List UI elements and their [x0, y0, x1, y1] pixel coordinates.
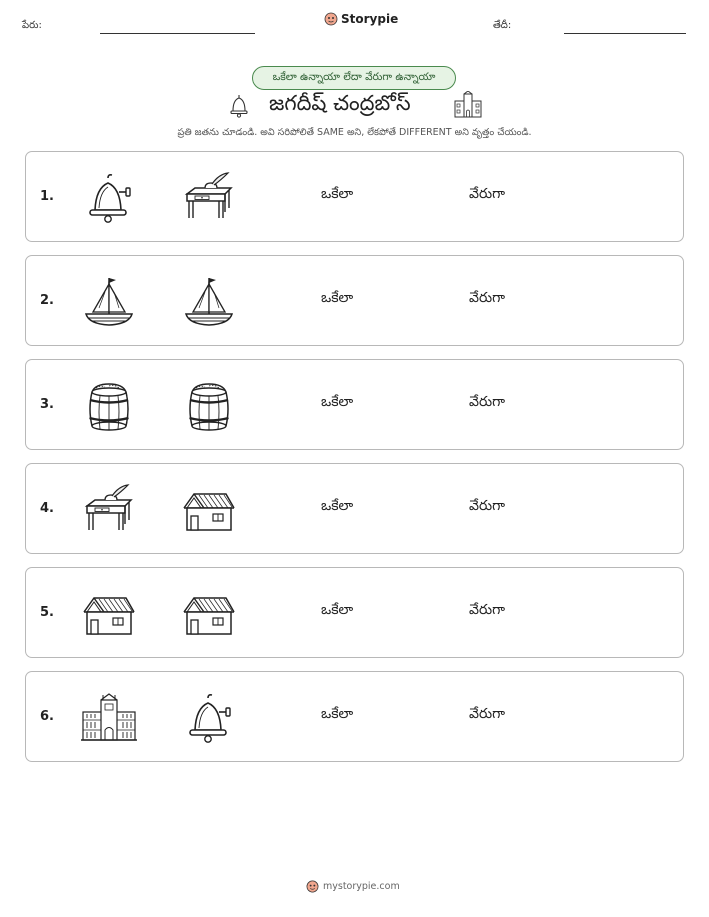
question-row: [25, 567, 684, 658]
house-icon: [181, 586, 237, 642]
question-row: [25, 151, 684, 242]
date-line[interactable]: [564, 33, 686, 34]
question-number: 4.: [40, 501, 54, 516]
bell-icon: [181, 690, 237, 746]
bell-icon: [81, 170, 137, 226]
same-option[interactable]: ఒకేలా: [321, 602, 354, 618]
barrel-icon: [81, 378, 137, 434]
question-number: 2.: [40, 293, 54, 308]
sailboat-icon: [81, 274, 137, 330]
question-number: 1.: [40, 189, 54, 204]
house-icon: [181, 482, 237, 538]
instructions: ప్రతి జతను చూడండి. అవి సరిపోలితే SAME అని, లేకపోతే DIFFERENT అని వృత్తం చేయండి.: [177, 127, 532, 138]
different-option[interactable]: వేరుగా: [469, 706, 505, 722]
house-icon: [81, 586, 137, 642]
name-line[interactable]: [100, 33, 255, 34]
same-option[interactable]: ఒకేలా: [321, 186, 354, 202]
same-option[interactable]: ఒకేలా: [321, 706, 354, 722]
desk-icon: [81, 482, 137, 538]
different-option[interactable]: వేరుగా: [469, 602, 505, 618]
question-number: 5.: [40, 605, 54, 620]
bell-icon: [227, 92, 251, 118]
brand-name: Storypie: [341, 12, 399, 26]
building-icon: [81, 690, 137, 746]
same-option[interactable]: ఒకేలా: [321, 394, 354, 410]
sailboat-icon: [181, 274, 237, 330]
barrel-icon: [181, 378, 237, 434]
name-label: పేరు:: [22, 20, 42, 31]
question-row: [25, 359, 684, 450]
different-option[interactable]: వేరుగా: [469, 186, 505, 202]
brand-logo: [324, 12, 398, 26]
question-row: [25, 255, 684, 346]
page-title: జగదీష్ చంద్రబోస్: [269, 91, 411, 115]
date-label: తేదీ:: [493, 20, 512, 31]
subtitle-pill: ఒకేలా ఉన్నాయా లేదా వేరుగా ఉన్నాయా: [252, 66, 456, 90]
different-option[interactable]: వేరుగా: [469, 290, 505, 306]
same-option[interactable]: ఒకేలా: [321, 498, 354, 514]
same-option[interactable]: ఒకేలా: [321, 290, 354, 306]
footer-url: mystorypie.com: [323, 881, 400, 892]
title-row: [225, 91, 487, 119]
question-number: 6.: [40, 709, 54, 724]
desk-icon: [181, 170, 237, 226]
different-option[interactable]: వేరుగా: [469, 498, 505, 514]
different-option[interactable]: వేరుగా: [469, 394, 505, 410]
footer: [306, 880, 400, 893]
storypie-mascot-icon: [306, 880, 319, 893]
question-row: [25, 463, 684, 554]
storypie-mascot-icon: [324, 12, 338, 26]
building-icon: [453, 91, 483, 119]
question-row: [25, 671, 684, 762]
question-number: 3.: [40, 397, 54, 412]
